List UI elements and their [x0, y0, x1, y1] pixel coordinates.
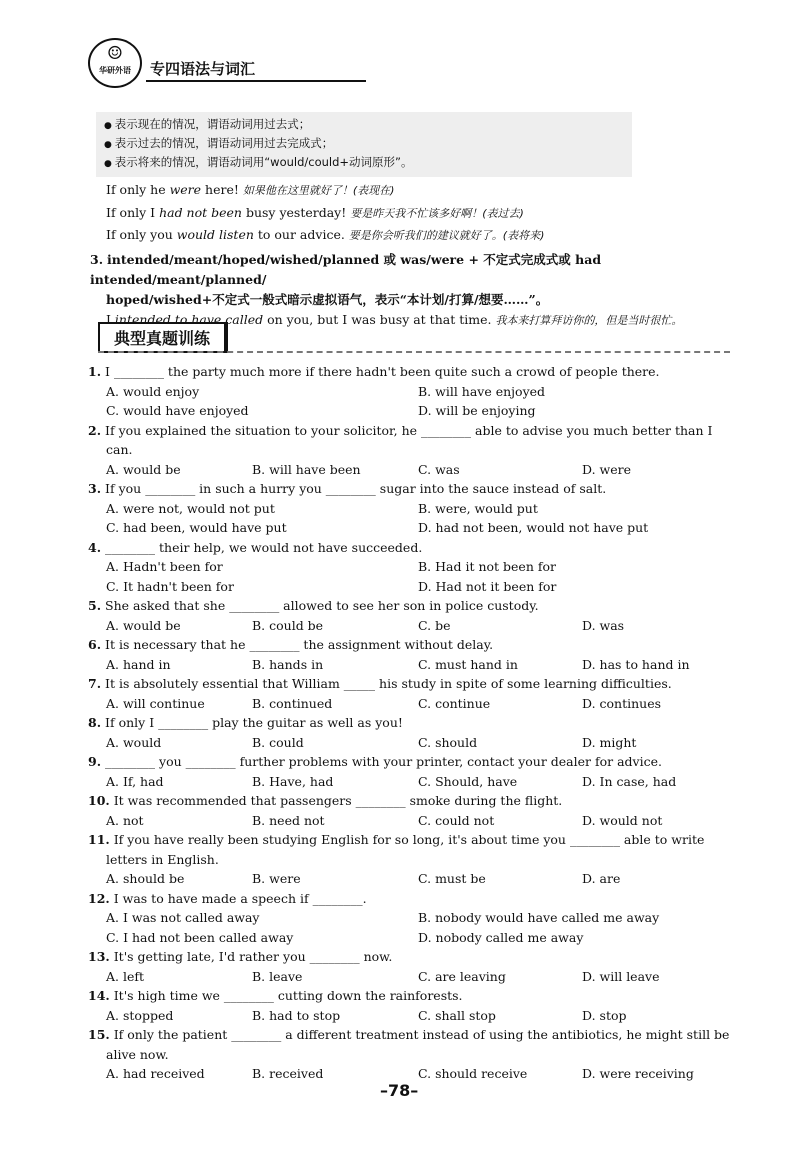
answer-option[interactable]: A. were not, would not put	[106, 500, 275, 516]
question-stem: 4. ________ their help, we would not have succeeded.	[88, 539, 423, 555]
answer-option[interactable]: A. would enjoy	[106, 383, 200, 399]
question-stem: 12. I was to have made a speech if ________.	[88, 890, 367, 906]
bullet-item: ● 表示将来的情况，谓语动词用“would/could+动词原形”。	[104, 154, 624, 173]
option-row	[88, 499, 736, 519]
answer-option[interactable]: A. I was not called away	[106, 910, 260, 925]
question-item	[88, 947, 736, 986]
answer-option[interactable]: A. would be	[106, 461, 181, 477]
option-row	[88, 908, 736, 928]
question-stem: 5. She asked that she ________ allowed to see her son in police custody.	[88, 598, 539, 613]
answer-option[interactable]: D. continues	[582, 695, 662, 711]
question-item	[88, 479, 736, 538]
answer-option[interactable]: B. Had it not been for	[418, 559, 556, 574]
answer-option[interactable]: C. must hand in	[418, 656, 518, 672]
answer-option[interactable]: C. shall stop	[418, 1007, 496, 1023]
answer-option[interactable]: C. It hadn't been for	[106, 578, 234, 594]
answer-option[interactable]: B. Have, had	[252, 773, 334, 789]
answer-option[interactable]: A. If, had	[106, 773, 164, 789]
question-stem: 9. ________ you ________ further problems with your printer, contact your dealer for advice.	[88, 754, 662, 769]
question-item	[88, 889, 736, 948]
question-item	[88, 635, 736, 674]
answer-option[interactable]: B. could be	[252, 617, 324, 633]
answer-option[interactable]: C. be	[418, 617, 451, 633]
question-item	[88, 791, 736, 830]
answer-option[interactable]: D. Had not it been for	[418, 578, 557, 594]
question-stem: 7. It is absolutely essential that William _____ his study in spite of some learning difficulties.	[88, 676, 672, 691]
answer-option[interactable]: A. would	[106, 734, 162, 750]
bullet-item: ● 表示过去的情况，谓语动词用过去完成式；	[104, 135, 624, 154]
option-row	[88, 460, 736, 480]
grammar-point-3: 3. intended/meant/hoped/wished/planned 或 was/were + 不定式完成式或 had intended/meant/planned/ hoped/wished+不定式一般式暗示虚拟语气，表示“本计划/打算/想要……”。 I intended to have called on you, but I was busy at that time. 我本来打算拜访你的，但是当时很忙。	[90, 250, 740, 331]
bullet-item: ● 表示现在的情况，谓语动词用过去式；	[104, 116, 624, 135]
answer-option[interactable]: B. will have been	[252, 461, 361, 477]
example-sentence: If only you would listen to our advice. 要是你会听我们的建议就好了。(表将来)	[106, 227, 545, 242]
answer-option[interactable]: A. not	[106, 812, 144, 828]
answer-option[interactable]: B. had to stop	[252, 1007, 341, 1023]
option-row	[88, 382, 736, 402]
question-item	[88, 362, 736, 421]
frog-icon: ☺	[106, 43, 124, 64]
question-item	[88, 1025, 736, 1084]
answer-option[interactable]: D. has to hand in	[582, 656, 690, 672]
page-header	[88, 38, 728, 88]
option-row	[88, 577, 736, 597]
question-item	[88, 596, 736, 635]
answer-option[interactable]: D. will be enjoying	[418, 403, 536, 418]
header-title: 专四语法与词汇	[150, 60, 256, 78]
question-stem: 11. If you have really been studying English for so long, it's about time you ________ able to write letters in English.	[88, 832, 705, 867]
answer-option[interactable]: A. Hadn't been for	[106, 559, 223, 574]
option-row	[88, 1006, 736, 1026]
answer-option[interactable]: A. will continue	[106, 695, 205, 711]
answer-option[interactable]: C. I had not been called away	[106, 929, 294, 945]
question-list	[88, 362, 736, 1084]
answer-option[interactable]: C. continue	[418, 695, 491, 711]
answer-option[interactable]: A. hand in	[106, 656, 171, 672]
answer-option[interactable]: D. would not	[582, 812, 663, 828]
question-stem: 2. If you explained the situation to your solicitor, he ________ able to advise you much better than I can.	[88, 422, 713, 457]
answer-option[interactable]: A. left	[106, 968, 145, 984]
point-line: intended/meant/hoped/wished/planned 或 was/were + 不定式完成式或 had intended/meant/planned/	[90, 252, 602, 287]
answer-option[interactable]: D. were	[582, 461, 631, 477]
question-stem: 14. It's high time we ________ cutting down the rainforests.	[88, 988, 463, 1003]
answer-option[interactable]: C. are leaving	[418, 968, 506, 984]
option-row	[88, 694, 736, 714]
question-stem: 3. If you ________ in such a hurry you ________ sugar into the sauce instead of salt.	[88, 481, 607, 496]
option-row	[88, 772, 736, 792]
answer-option[interactable]: D. stop	[582, 1007, 627, 1023]
option-row	[88, 655, 736, 675]
question-stem: 6. It is necessary that he ________ the assignment without delay.	[88, 637, 494, 652]
question-item	[88, 752, 736, 791]
option-row	[88, 967, 736, 987]
answer-option[interactable]: D. might	[582, 734, 637, 750]
answer-option[interactable]: B. nobody would have called me away	[418, 910, 660, 925]
answer-option[interactable]: A. would be	[106, 617, 181, 633]
section-title: 典型真题训练	[98, 322, 228, 353]
header-underline	[146, 80, 366, 82]
answer-option[interactable]: A. had received	[106, 1066, 205, 1081]
option-row	[88, 869, 736, 889]
answer-option[interactable]: B. continued	[252, 695, 333, 711]
answer-option[interactable]: D. nobody called me away	[418, 929, 584, 945]
option-row	[88, 518, 736, 538]
question-stem: 10. It was recommended that passengers ________ smoke during the flight.	[88, 793, 563, 808]
answer-option[interactable]: B. received	[252, 1066, 324, 1081]
answer-option[interactable]: D. were receiving	[582, 1066, 694, 1081]
section-divider	[98, 351, 730, 353]
question-item	[88, 674, 736, 713]
answer-option[interactable]: C. was	[418, 461, 460, 477]
answer-option[interactable]: D. was	[582, 617, 625, 633]
answer-option[interactable]: C. should	[418, 734, 478, 750]
point-line: hoped/wished+不定式一般式暗示虚拟语气，表示“本计划/打算/想要……”。	[106, 292, 549, 307]
answer-option[interactable]: D. are	[582, 871, 621, 886]
bullet-box	[96, 112, 632, 177]
answer-option[interactable]: B. were	[252, 871, 301, 886]
option-row	[88, 557, 736, 577]
option-row	[88, 401, 736, 421]
question-stem: 15. If only the patient ________ a different treatment instead of using the antibiotics, he might still be alive now.	[88, 1027, 730, 1062]
answer-option[interactable]: C. must be	[418, 871, 486, 886]
answer-option[interactable]: C. had been, would have put	[106, 520, 287, 535]
logo-text: 华研外语	[99, 66, 131, 75]
page-number: –78–	[380, 1081, 419, 1100]
answer-option[interactable]: C. could not	[418, 812, 495, 828]
answer-option[interactable]: D. will leave	[582, 968, 660, 984]
question-item	[88, 830, 736, 889]
answer-option[interactable]: A. stopped	[106, 1007, 174, 1023]
answer-option[interactable]: B. leave	[252, 968, 303, 984]
answer-option[interactable]: D. In case, had	[582, 773, 677, 789]
question-stem: 8. If only I ________ play the guitar as well as you!	[88, 715, 403, 730]
question-item	[88, 713, 736, 752]
answer-option[interactable]: C. Should, have	[418, 773, 518, 789]
answer-option[interactable]: C. should receive	[418, 1066, 528, 1081]
question-stem: 1. I ________ the party much more if there hadn't been quite such a crowd of people there.	[88, 364, 660, 379]
question-item	[88, 421, 736, 480]
option-row	[88, 928, 736, 948]
answer-option[interactable]: B. were, would put	[418, 500, 538, 516]
publisher-logo	[88, 38, 142, 88]
question-item	[88, 986, 736, 1025]
example-sentence: I intended to have called on you, but I was busy at that time. 我本来打算拜访你的，但是当时很忙。	[106, 312, 683, 327]
option-row	[88, 616, 736, 636]
answer-option[interactable]: D. had not been, would not have put	[418, 520, 649, 535]
answer-option[interactable]: C. would have enjoyed	[106, 403, 249, 418]
option-row	[88, 733, 736, 753]
example-sentence: If only he were here! 如果他在这里就好了！(表现在)	[106, 182, 395, 197]
answer-option[interactable]: B. need not	[252, 812, 325, 828]
answer-option[interactable]: B. will have enjoyed	[418, 383, 546, 399]
answer-option[interactable]: A. should be	[106, 871, 185, 886]
question-item	[88, 538, 736, 597]
answer-option[interactable]: B. could	[252, 734, 304, 750]
answer-option[interactable]: B. hands in	[252, 656, 324, 672]
option-row	[88, 811, 736, 831]
example-sentence: If only I had not been busy yesterday! 要是昨天我不忙该多好啊！(表过去)	[106, 205, 524, 220]
question-stem: 13. It's getting late, I'd rather you ________ now.	[88, 949, 393, 964]
